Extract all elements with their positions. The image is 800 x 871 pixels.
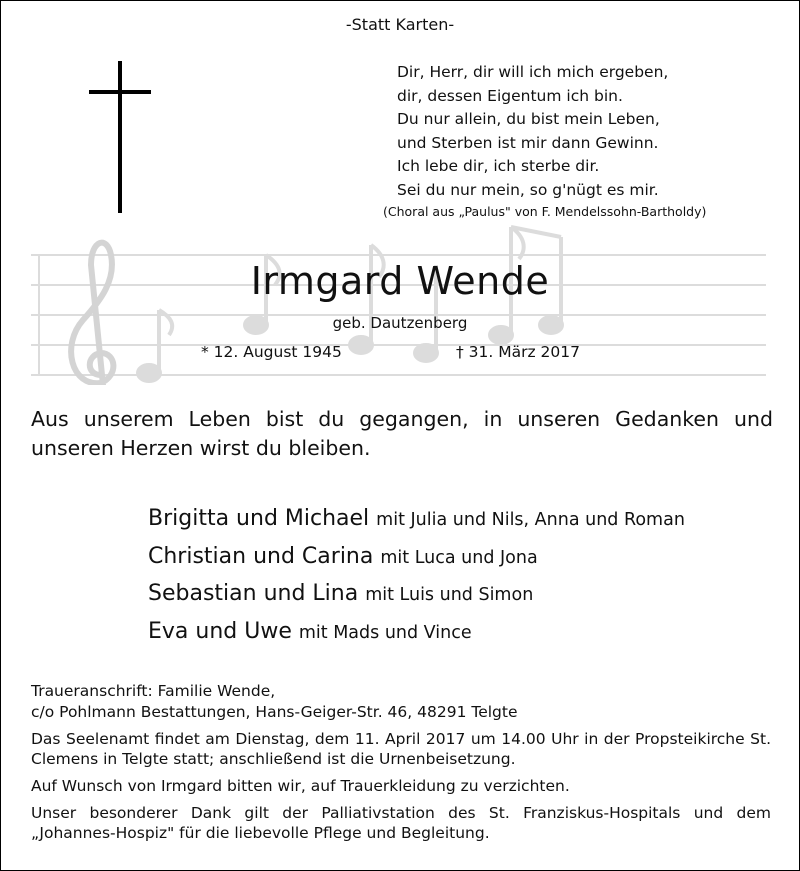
- deceased-name: Irmgard Wende: [250, 259, 550, 303]
- family-entry: [148, 539, 685, 577]
- maiden-name: geb. Dautzenberg: [332, 314, 468, 332]
- family-entry: [148, 576, 685, 614]
- verse-line: und Sterben ist mir dann Gewinn.: [397, 133, 659, 152]
- verse-line: Du nur allein, du bist mein Leben,: [397, 110, 660, 128]
- verse-credit: (Choral aus „Paulus" von F. Mendelssohn-Bartholdy): [383, 204, 707, 219]
- birth-date: * 12. August 1945: [201, 343, 342, 361]
- family-children: mit Luca und Jona: [380, 547, 538, 568]
- verse-line: Dir, Herr, dir will ich mich ergeben,: [397, 63, 669, 81]
- family-children: mit Julia und Nils, Anna und Roman: [376, 510, 685, 530]
- wish-text: Auf Wunsch von Irmgard bitten wir, auf Trauerkleidung zu verzichten.: [31, 777, 570, 795]
- family-names: Christian und Carina: [148, 543, 374, 569]
- music-staff-decoration: [31, 225, 766, 385]
- family-names: Eva und Uwe: [148, 618, 292, 644]
- family-names: Brigitta und Michael: [148, 506, 370, 531]
- verse-line: dir, dessen Eigentum ich bin.: [397, 86, 623, 105]
- address-line: c/o Pohlmann Bestattungen, Hans-Geiger-Str. 46, 48291 Telgte: [31, 703, 518, 721]
- info-section: [31, 681, 771, 850]
- family-entry: [148, 501, 685, 539]
- intro-text: Aus unserem Leben bist du gegangen, in unseren Gedanken und unseren Herzen wirst du bleiben.: [31, 407, 773, 460]
- family-children: mit Mads und Vince: [298, 622, 472, 643]
- verse: [383, 61, 707, 222]
- address-line: Traueranschrift: Familie Wende,: [31, 682, 276, 700]
- header-statt-karten: -Statt Karten-: [345, 15, 455, 34]
- family-children: mit Luis und Simon: [365, 585, 534, 605]
- family-names: Sebastian und Lina: [148, 581, 359, 606]
- thanks-text: Unser besonderer Dank gilt der Palliativstation des St. Franziskus-Hospitals und dem „Johannes-Hospiz" für die liebevolle Pflege und Begleitung.: [31, 804, 771, 842]
- verse-line: Sei du nur mein, so g'nügt es mir.: [397, 180, 659, 199]
- family-list: [148, 501, 685, 651]
- cross-icon: [89, 61, 153, 213]
- death-date: † 31. März 2017: [456, 343, 581, 361]
- service-text: Das Seelenamt findet am Dienstag, dem 11. April 2017 um 14.00 Uhr in der Propsteikirche St. Clemens in Telgte statt; anschließend ist die Urnenbeisetzung.: [31, 730, 771, 768]
- verse-line: Ich lebe dir, ich sterbe dir.: [397, 157, 600, 175]
- family-entry: [148, 614, 685, 652]
